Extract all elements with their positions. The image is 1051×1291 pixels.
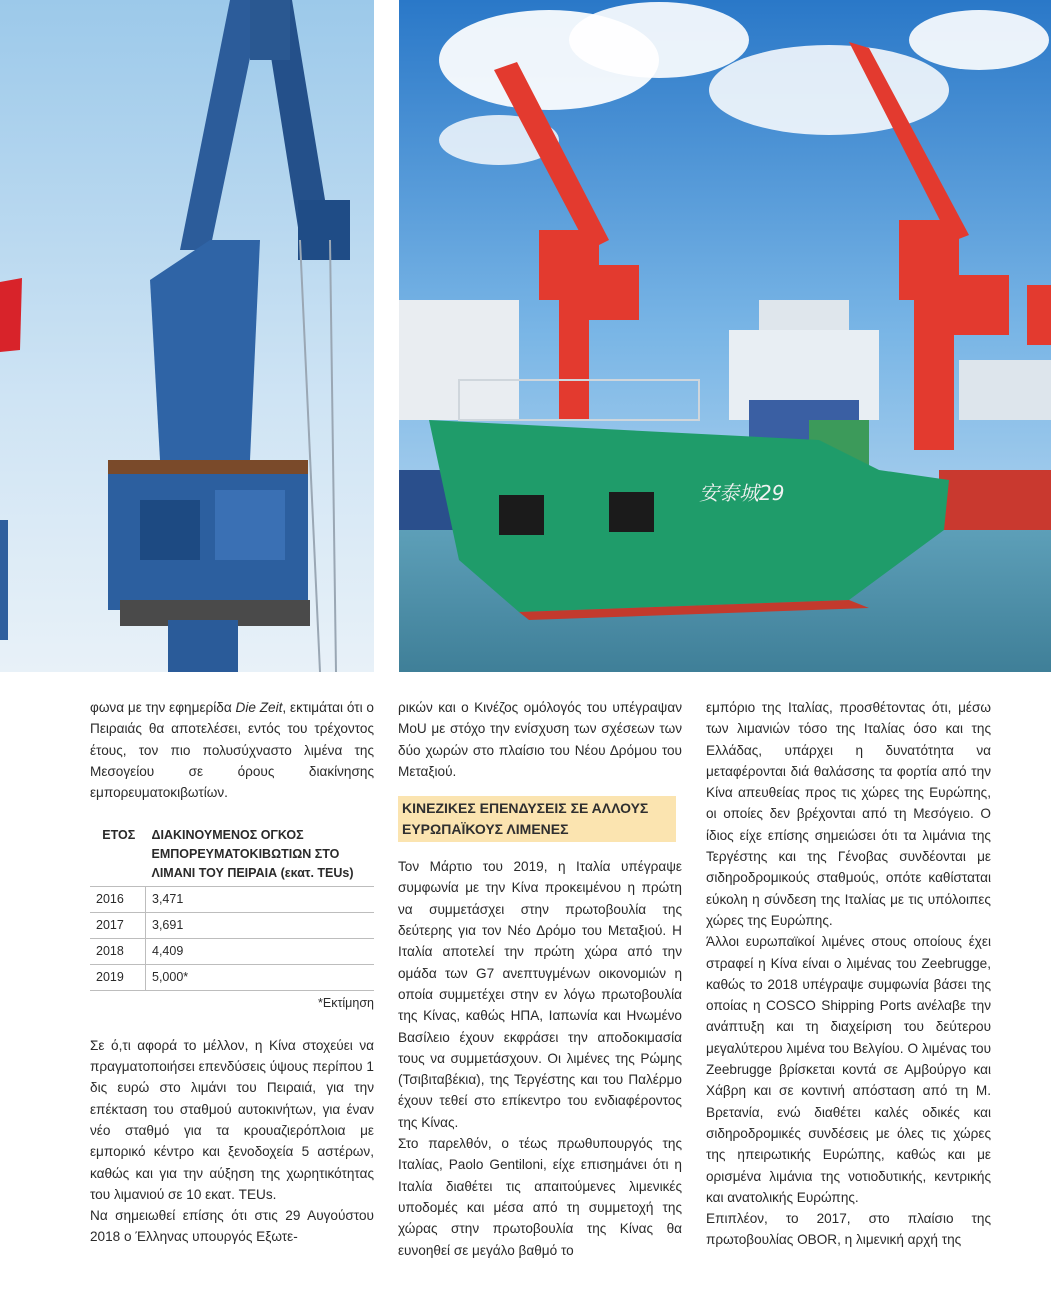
table-header-volume: ΔΙΑΚΙΝΟΥΜΕΝΟΣ ΟΓΚΟΣ ΕΜΠΟΡΕΥΜΑΤΟΚΙΒΩΤΙΩΝ ΣΤΟ ΛΙΜΑΝΙ ΤΟΥ ΠΕΙΡΑΙΑ (εκατ. TEUs) [146,823,375,887]
ship-name-text: 安泰城29 [699,481,785,505]
table-row [90,913,374,939]
table-cell-year: 2018 [90,939,146,965]
blue-port-crane-photo-icon [0,0,374,672]
table-cell-value: 3,471 [146,887,375,913]
newspaper-name: Die Zeit [235,700,283,715]
paragraph: εμπόριο της Ιταλίας, προσθέτοντας ότι, μέσω των λιμανιών τόσο της Ιταλίας όσο και της Ελλάδας, υπάρχει η δυνατότητα να μεταφέρονται διά θαλάσσης τα φορτία από την Κίνα απευθείας προς τις χώρες της Ευρώπης, οι οποίες δεν βρέχονται από τη Μεσόγειο. Ο ίδιος είχε επίσης σημειώσει ότι τα λιμάνια της Τεργέστης και της Γένοβας συνδέονται με σιδηροδρομικούς σταθμούς, οπότε καθίσταται εύκολη η σύνδεση της Ιταλίας με τις υπόλοιπες χώρες της Ευρώπης. [706,700,991,928]
table-cell-year: 2019 [90,965,146,991]
text-column-3 [706,697,991,1251]
paragraph: ρικών και ο Κινέζος ομόλογός του υπέγραψαν MoU με στόχο την ενίσχυση των σχέσεων των δύο χωρών στο πλαίσιο του Νέου Δρόμου του Μεταξιού. [398,700,682,779]
table-cell-value: 4,409 [146,939,375,965]
cargo-ship-photo [399,0,1051,672]
table-cell-value: 5,000* [146,965,375,991]
table-row [90,887,374,913]
teu-volume-table [90,823,374,991]
table-cell-value: 3,691 [146,913,375,939]
table-row [90,939,374,965]
paragraph: Σε ό,τι αφορά το μέλλον, η Κίνα στοχεύει να πραγματοποιήσει επενδύσεις ύψους περίπου 1 δις ευρώ στο λιμάνι του Πειραιά, για την επέκταση του σταθμού αυτοκινήτων, για έναν νέο σταθμό για τα κρουαζιερόπλοια με εμπορικό κέντρο και ξενοδοχεία 5 αστέρων, καθώς και για την αύξηση της χωρητικότητας του λιμανιού σε 10 εκατ. TEUs. [90,1037,374,1202]
paragraph: Να σημειωθεί επίσης ότι στις 29 Αυγούστου 2018 ο Έλληνας υπουργός Εξωτε- [90,1208,374,1245]
table-cell-year: 2017 [90,913,146,939]
section-subheading: ΚΙΝΕΖΙΚΕΣ ΕΠΕΝΔΥΣΕΙΣ ΣΕ ΑΛΛΟΥΣ ΕΥΡΩΠΑΪΚΟΥΣ ΛΙΜΕΝΕΣ [398,796,676,842]
table-cell-year: 2016 [90,887,146,913]
green-cargo-ship-with-red-cranes-photo-icon [399,0,1051,672]
paragraph: Τον Μάρτιο του 2019, η Ιταλία υπέγραψε συμφωνία με την Κίνα προκειμένου η πρώτη να συμμετάσχει στην πρωτοβουλία της δεύτερης για τον Νέο Δρόμο του Μεταξιού. Η Ιταλία αποτελεί την πρώτη χώρα από την ομάδα των G7 ανεπτυγμένων οικονομιών η οποία συμμετέχει στην εν λόγω πρωτοβουλία της Κίνας, καθώς ΗΠΑ, Ιαπωνία και Ηνωμένο Βασίλειο έχουν εκφράσει την αποδοκιμασία τους να συμμετάσχουν. Οι λιμένες της Ρώμης (Τσιβιταβέκια), της Τεργέστης και του Παλέρμο έχουν τεθεί στο επίκεντρο του ενδιαφέροντος της Κίνας. [398,859,682,1130]
paragraph: Επιπλέον, το 2017, στο πλαίσιο της πρωτοβουλίας OBOR, η λιμενική αρχή της [706,1211,991,1248]
text-column-1 [90,697,374,1248]
paragraph: Στο παρελθόν, ο τέως πρωθυπουργός της Ιταλίας, Paolo Gentiloni, είχε επισημάνει ότι η Ιταλία διαθέτει τις απαιτούμενες λιμενικές υποδομές και μέσα από τη συμμετοχή της χώρας στην πρωτοβουλία της Κίνας θα ευνοηθεί σε μεγάλο βαθμό το [398,1136,682,1258]
paragraph: Άλλοι ευρωπαϊκοί λιμένες στους οποίους έχει στραφεί η Κίνα είναι ο λιμένας του Zeebrugge, καθώς το 2018 υπέγραψε συμφωνία βάσει της οποίας η COSCO Shipping Ports ανέλαβε την ανάπτυξη και τη διαχείριση του δεύτερου μεγαλύτερου λιμένα του Βελγίου. Ο λιμένας του Zeebrugge βρίσκεται κοντά σε Αμβούργο και Χάβρη και σε κοντινή απόσταση από τη Μ. Βρετανία, ενώ διαθέτει καλές οδικές και σιδηροδρομικές συνδέσεις με όλες τις χώρες της ηπειρωτικής Ευρώπης, καθώς και με ορισμένα λιμάνια της νοτιοδυτικής, κεντρικής και ανατολικής Ευρώπης. [706,934,991,1205]
table-footnote: *Εκτίμηση [318,996,374,1011]
blue-crane-photo [0,0,374,672]
text-column-2 [398,697,682,1261]
table-header-year: ΕΤΟΣ [90,823,146,887]
paragraph: φωνα με την εφημερίδα Die Zeit, εκτιμάται ότι ο Πειραιάς θα αποτελέσει, εντός του τρέχοντος έτους, τον πιο πολυσύχναστο λιμένα της Μεσογείου σε όρους διακίνησης εμπορευματοκιβωτίων. [90,700,374,801]
table-row [90,965,374,991]
